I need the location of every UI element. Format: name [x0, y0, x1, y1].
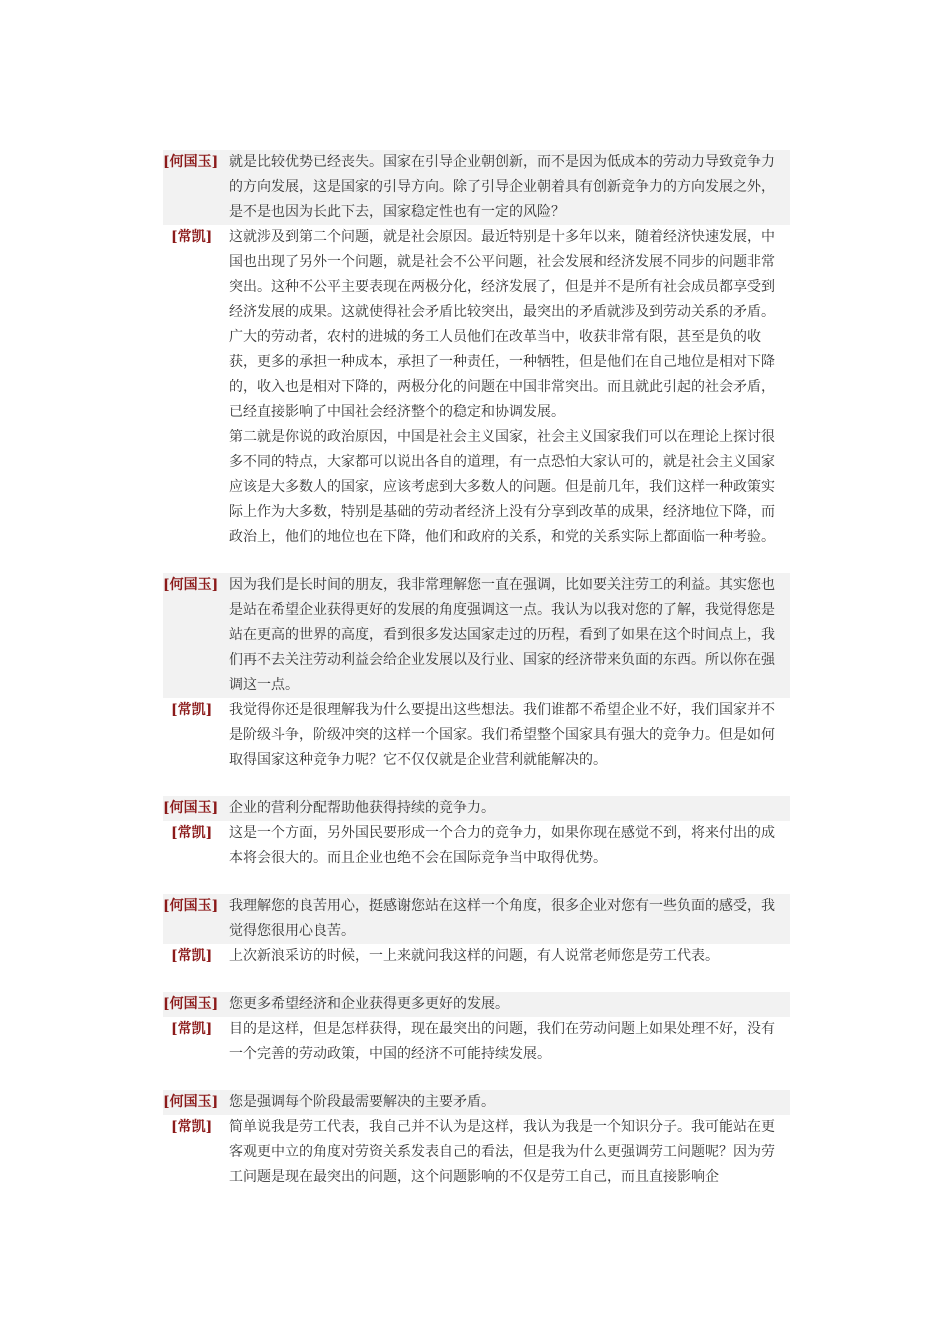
dialogue-turn-host [163, 150, 790, 225]
speaker-label-host: [何国玉] [163, 996, 219, 1012]
dialogue-text [229, 944, 790, 969]
speaker-label-guest: [常凯] [171, 229, 213, 245]
dialogue-text [229, 698, 790, 773]
dialogue-text [229, 796, 790, 821]
dialogue-paragraph: 这就涉及到第二个问题，就是社会原因。最近特别是十多年以来，随着经济快速发展，中国也出现了另外一个问题，就是社会不公平问题，社会发展和经济发展不同步的问题非常突出。这种不公平主要表现在两极分化，经济发展了，但是并不是所有社会成员都享受到经济发展的成果。这就使得社会矛盾比较突出，最突出的矛盾就涉及到劳动关系的矛盾。广大的劳动者，农村的进城的务工人员他们在改革当中，收获非常有限，甚至是负的收获，更多的承担一种成本，承担了一种责任，一种牺牲，但是他们在自己地位是相对下降的，收入也是相对下降的，两极分化的问题在中国非常突出。而且就此引起的社会矛盾，已经直接影响了中国社会经济整个的稳定和协调发展。 [229, 229, 775, 420]
dialogue-turn-host [163, 992, 790, 1017]
dialogue-turn-guest [163, 821, 790, 871]
speaker-label-host: [何国玉] [163, 898, 219, 914]
dialogue-paragraph: 企业的营利分配帮助他获得持续的竞争力。 [229, 800, 495, 816]
dialogue-text [229, 894, 790, 944]
speaker-label-host: [何国玉] [163, 577, 219, 593]
speaker-label-guest: [常凯] [171, 702, 213, 718]
dialogue-text [229, 150, 790, 225]
dialogue-paragraph: 这是一个方面，另外国民要形成一个合力的竞争力，如果你现在感觉不到，将来付出的成本将会很大的。而且企业也绝不会在国际竞争当中取得优势。 [229, 825, 775, 866]
section-gap [163, 969, 790, 992]
speaker-label-guest: [常凯] [171, 948, 213, 964]
section-gap [163, 871, 790, 894]
speaker-label-host: [何国玉] [163, 800, 219, 816]
dialogue-paragraph: 您更多希望经济和企业获得更多更好的发展。 [229, 996, 509, 1012]
speaker-label-guest: [常凯] [171, 825, 213, 841]
dialogue-text [229, 225, 790, 550]
dialogue-paragraph: 因为我们是长时间的朋友，我非常理解您一直在强调，比如要关注劳工的利益。其实您也是站在希望企业获得更好的发展的角度强调这一点。我认为以我对您的了解，我觉得您是站在更高的世界的高度，看到很多发达国家走过的历程，看到了如果在这个时间点上，我们再不去关注劳动利益会给企业发展以及行业、国家的经济带来负面的东西。所以你在强调这一点。 [229, 577, 775, 693]
speaker-label-host: [何国玉] [163, 1094, 219, 1110]
section-gap [163, 1067, 790, 1090]
dialogue-turn-host [163, 1090, 790, 1115]
dialogue-turn-host [163, 796, 790, 821]
section-gap [163, 773, 790, 796]
dialogue-paragraph: 上次新浪采访的时候，一上来就问我这样的问题，有人说常老师您是劳工代表。 [229, 948, 719, 964]
dialogue-paragraph: 目的是这样，但是怎样获得，现在最突出的问题，我们在劳动问题上如果处理不好，没有一个完善的劳动政策，中国的经济不可能持续发展。 [229, 1021, 775, 1062]
section-gap [163, 550, 790, 573]
dialogue-paragraph: 我理解您的良苦用心，挺感谢您站在这样一个角度，很多企业对您有一些负面的感受，我觉得您很用心良苦。 [229, 898, 775, 939]
dialogue-paragraph: 就是比较优势已经丧失。国家在引导企业朝创新，而不是因为低成本的劳动力导致竞争力的方向发展，这是国家的引导方向。除了引导企业朝着具有创新竞争力的方向发展之外，是不是也因为长此下去，国家稳定性也有一定的风险？ [229, 154, 775, 220]
dialogue-turn-guest [163, 1115, 790, 1190]
dialogue-turn-guest [163, 225, 790, 550]
dialogue-text [229, 992, 790, 1017]
dialogue-turn-guest [163, 698, 790, 773]
dialogue-paragraph: 简单说我是劳工代表，我自己并不认为是这样，我认为我是一个知识分子。我可能站在更客观更中立的角度对劳资关系发表自己的看法，但是我为什么更强调劳工问题呢？因为劳工问题是现在最突出的问题，这个问题影响的不仅是劳工自己，而且直接影响企 [229, 1119, 775, 1185]
speaker-label-guest: [常凯] [171, 1119, 213, 1135]
dialogue-turn-host [163, 894, 790, 944]
dialogue-text [229, 1115, 790, 1190]
dialogue-text [229, 573, 790, 698]
interview-transcript [163, 150, 790, 1190]
dialogue-paragraph: 您是强调每个阶段最需要解决的主要矛盾。 [229, 1094, 495, 1110]
dialogue-turn-guest [163, 1017, 790, 1067]
dialogue-text [229, 1090, 790, 1115]
dialogue-text [229, 1017, 790, 1067]
dialogue-paragraph: 第二就是你说的政治原因，中国是社会主义国家，社会主义国家我们可以在理论上探讨很多不同的特点，大家都可以说出各自的道理，有一点恐怕大家认可的，就是社会主义国家应该是大多数人的国家，应该考虑到大多数人的问题。但是前几年，我们这样一种政策实际上作为大多数，特别是基础的劳动者经济上没有分享到改革的成果，经济地位下降，而政治上，他们的地位也在下降，他们和政府的关系，和党的关系实际上都面临一种考验。 [229, 429, 775, 545]
dialogue-paragraph: 我觉得你还是很理解我为什么要提出这些想法。我们谁都不希望企业不好，我们国家并不是阶级斗争，阶级冲突的这样一个国家。我们希望整个国家具有强大的竞争力。但是如何取得国家这种竞争力呢？它不仅仅就是企业营利就能解决的。 [229, 702, 775, 768]
dialogue-text [229, 821, 790, 871]
dialogue-turn-guest [163, 944, 790, 969]
dialogue-turn-host [163, 573, 790, 698]
speaker-label-guest: [常凯] [171, 1021, 213, 1037]
speaker-label-host: [何国玉] [163, 154, 219, 170]
